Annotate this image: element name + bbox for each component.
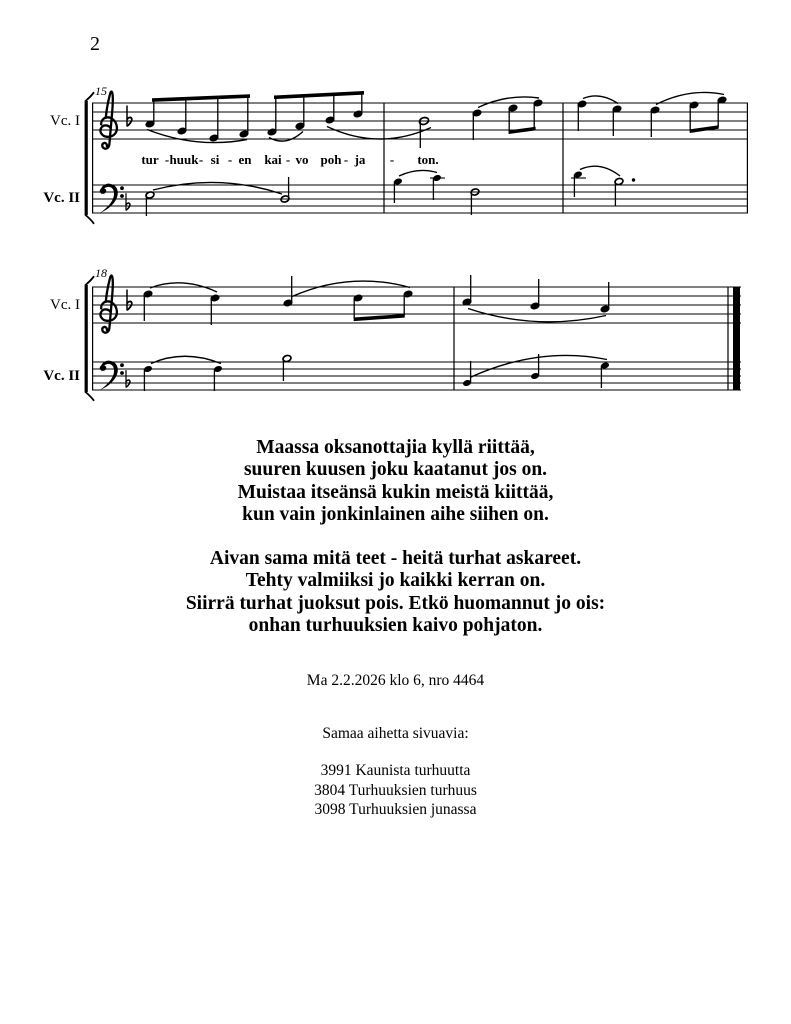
poem-stanza-2 (0, 548, 791, 637)
lyric-hyphen: - (227, 152, 233, 167)
lyric-syllable: huuk (169, 152, 199, 167)
lyric-hyphen: - (389, 152, 395, 167)
beam (152, 94, 250, 102)
part-label-vc2-system2: Vc. II (43, 368, 80, 384)
barlines (93, 287, 728, 390)
poem-line: Siirrä turhat juoksut pois. Etkö huomannut jo ois: (185, 592, 606, 614)
related-item: 3991 Kaunista turhuutta (320, 762, 471, 779)
notes-vc2 (145, 166, 635, 216)
page-number: 2 (90, 33, 100, 55)
poem-line: Aivan sama mitä teet - heitä turhat askareet. (209, 548, 582, 569)
augmentation-dot (632, 178, 635, 181)
lyric-syllable: ja (354, 152, 366, 167)
lyric-syllable: vo (295, 152, 309, 167)
final-barline (733, 287, 740, 390)
related-heading: Samaa aihetta sivuavia: (322, 725, 469, 742)
lyric-hyphen: - (198, 152, 204, 167)
lyric-syllable: poh (320, 152, 342, 167)
lyric-syllable: tur (141, 152, 159, 167)
date-line: Ma 2.2.2026 klo 6, nro 4464 (306, 672, 485, 689)
poem-line: Maassa oksanottajia kyllä riittää, (256, 437, 535, 458)
lyric-hyphen: - (343, 152, 349, 167)
poem-line: Tehty valmiiksi jo kaikki kerran on. (245, 570, 546, 592)
lyric-syllable: kai (264, 152, 282, 167)
beam (274, 91, 364, 99)
system-2 (85, 275, 741, 401)
slurs (147, 92, 724, 142)
poem-line: onhan turhuuksien kaivo pohjaton. (248, 614, 543, 636)
notes-vc2 (143, 354, 610, 391)
staff-vc1 (92, 287, 741, 323)
music-notation (0, 0, 791, 430)
staff-vc2 (92, 362, 741, 390)
measure-number-15: 15 (95, 84, 107, 98)
lyric-hyphen: - (285, 152, 291, 167)
poem-line: suuren kuusen joku kaatanut jos on. (243, 459, 548, 481)
related-list (0, 761, 791, 820)
slurs (153, 166, 620, 194)
related-item: 3804 Turhuuksien turhuus (314, 781, 477, 799)
related-item: 3098 Turhuuksien junassa (314, 801, 477, 818)
beam (354, 314, 405, 321)
part-label-vc1-system2: Vc. I (50, 297, 80, 313)
staff-vc2 (92, 185, 748, 213)
beam (690, 125, 719, 133)
part-label-vc1-system1: Vc. I (50, 113, 80, 129)
measure-number-18: 18 (95, 266, 107, 280)
poem-line: kun vain jonkinlainen aihe siihen on. (242, 503, 549, 525)
notes-vc1 (143, 275, 611, 325)
lyric-syllable: si (210, 152, 220, 167)
lyric-syllable: ton. (417, 152, 439, 167)
poem-stanza-1 (0, 437, 791, 526)
lyric-hyphen: - (164, 152, 170, 167)
poem-line: Muistaa itseänsä kukin meistä kiittää, (237, 481, 554, 503)
lyric-syllable: en (238, 152, 252, 167)
beam (509, 127, 536, 134)
part-label-vc2-system1: Vc. II (43, 190, 80, 206)
